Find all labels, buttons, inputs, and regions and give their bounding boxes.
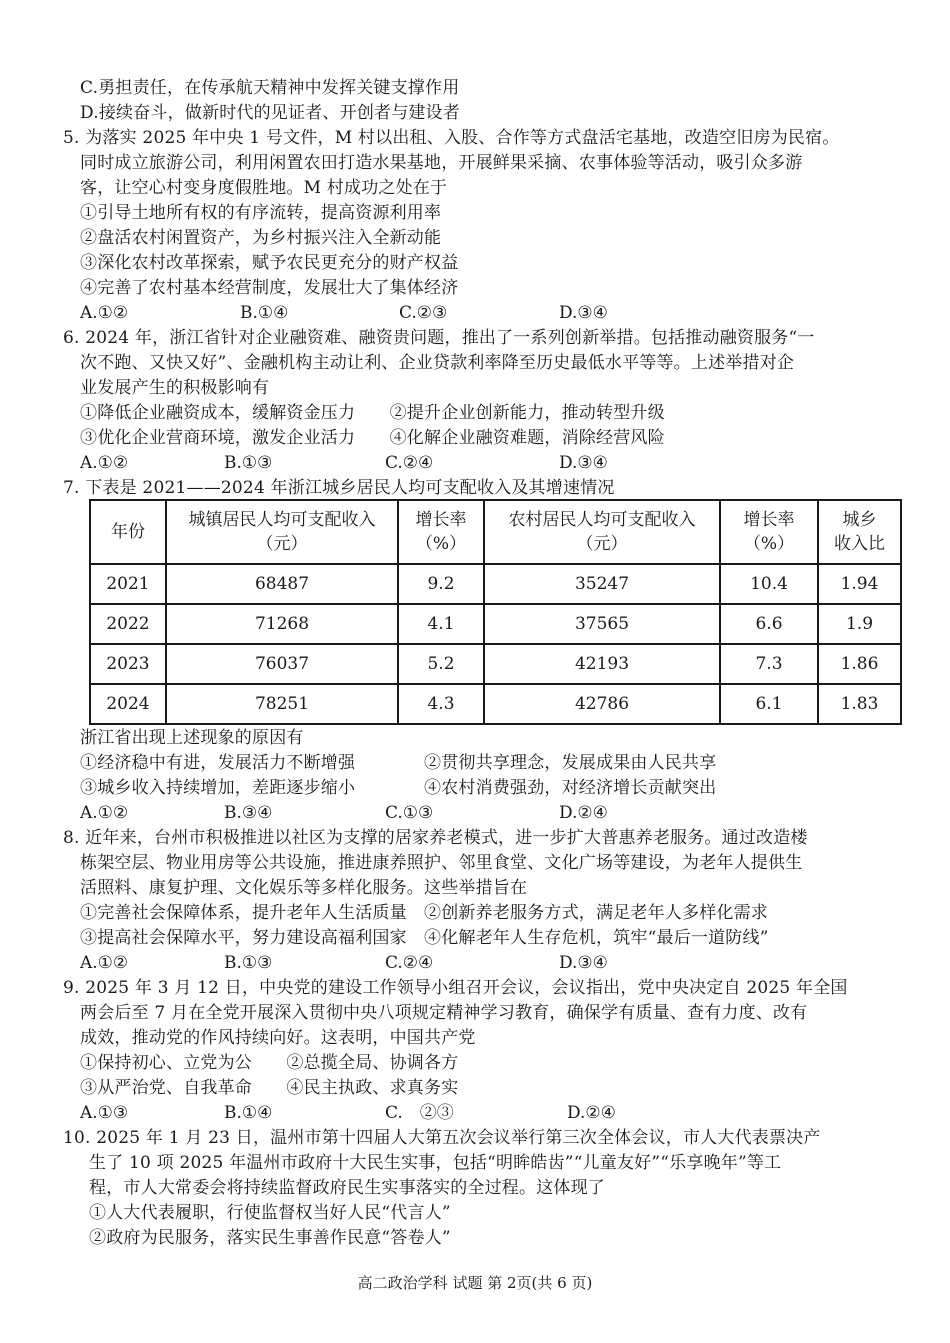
- q6-option-d: D.③④: [559, 453, 608, 473]
- q7-stem-line: 浙江省出现上述现象的原因有: [80, 728, 304, 748]
- q5-stem-line: 同时成立旅游公司，利用闲置农田打造水果基地，开展鲜果采摘、农事体验等活动，吸引众多游: [80, 153, 803, 173]
- q9-statement: ①保持初心、立党为公 ②总揽全局、协调各方: [80, 1053, 459, 1073]
- cell-year: 2024: [90, 684, 166, 724]
- q6-statement: ①降低企业融资成本，缓解资金压力 ②提升企业创新能力，推动转型升级: [80, 403, 665, 423]
- cell-income-ratio: 1.94: [818, 564, 901, 604]
- header-rural-growth: 增长率 （%）: [720, 500, 818, 564]
- header-urban-growth: 增长率 （%）: [398, 500, 484, 564]
- table-header-row: [90, 500, 901, 564]
- q10-statement: ②政府为民服务，落实民生事善作民意“答卷人”: [89, 1228, 451, 1248]
- q5-statement: ④完善了农村基本经营制度，发展壮大了集体经济: [80, 278, 459, 298]
- q5-statement: ②盘活农村闲置资产，为乡村振兴注入全新动能: [80, 228, 442, 248]
- q9-stem-line: 9. 2025 年 3 月 12 日，中央党的建设工作领导小组召开会议，会议指出，党中央决定自 2025 年全国: [63, 978, 848, 998]
- q7-option-d: D.②④: [559, 803, 608, 823]
- q5-option-a: A.①②: [80, 303, 129, 323]
- q8-stem-line: 栋架空层、物业用房等公共设施，推进康养照护、邻里食堂、文化广场等建设，为老年人提供生: [80, 853, 803, 873]
- cell-rural-income: 42193: [484, 644, 720, 684]
- cell-rural-income: 42786: [484, 684, 720, 724]
- q4-option-d: D.接续奋斗，做新时代的见证者、开创者与建设者: [80, 103, 461, 123]
- q7-intro: 7. 下表是 2021——2024 年浙江城乡居民人均可支配收入及其增速情况: [63, 478, 615, 498]
- q8-stem-line: 8. 近年来，台州市积极推进以社区为支撑的居家养老模式，进一步扩大普惠养老服务。通过改造楼: [63, 828, 808, 848]
- q9-option-a: A.①③: [80, 1103, 129, 1123]
- cell-urban-growth: 4.3: [398, 684, 484, 724]
- q5-statement: ③深化农村改革探索，赋予农民更充分的财产权益: [80, 253, 459, 273]
- q4-option-c: C.勇担责任，在传承航天精神中发挥关键支撑作用: [80, 78, 460, 98]
- q8-option-d: D.③④: [559, 953, 608, 973]
- q7-option-c: C.①③: [385, 803, 434, 823]
- q9-stem-line: 成效，推动党的作风持续向好。这表明，中国共产党: [80, 1028, 476, 1048]
- q6-stem-line: 业发展产生的积极影响有: [80, 378, 270, 398]
- cell-income-ratio: 1.83: [818, 684, 901, 724]
- cell-urban-income: 71268: [166, 604, 398, 644]
- cell-year: 2023: [90, 644, 166, 684]
- cell-rural-growth: 6.6: [720, 604, 818, 644]
- header-income-ratio: 城乡 收入比: [818, 500, 901, 564]
- q10-statement: ①人大代表履职，行使监督权当好人民“代言人”: [89, 1203, 451, 1223]
- q7-option-a: A.①②: [80, 803, 129, 823]
- table-row: [90, 564, 901, 604]
- q6-option-b: B.①③: [224, 453, 273, 473]
- q8-option-a: A.①②: [80, 953, 129, 973]
- q5-stem-line: 5. 为落实 2025 年中央 1 号文件，M 村以出租、入股、合作等方式盘活宅基地，改造空旧房为民宿。: [63, 128, 840, 148]
- q8-stem-line: 活照料、康复护理、文化娱乐等多样化服务。这些举措旨在: [80, 878, 528, 898]
- table-row: [90, 684, 901, 724]
- q9-stem-line: 两会后至 7 月在全党开展深入贯彻中央八项规定精神学习教育，确保学有质量、查有力度、改有: [80, 1003, 808, 1023]
- q5-stem-line: 客，让空心村变身度假胜地。M 村成功之处在于: [80, 178, 448, 198]
- cell-rural-growth: 7.3: [720, 644, 818, 684]
- q6-stem-line: 6. 2024 年，浙江省针对企业融资难、融资贵问题，推出了一系列创新举措。包括推动融资服务“一: [63, 328, 815, 348]
- page-footer: 高二政治学科 试题 第 2页(共 6 页): [357, 1274, 593, 1292]
- income-table: [89, 499, 902, 725]
- cell-year: 2021: [90, 564, 166, 604]
- cell-rural-income: 35247: [484, 564, 720, 604]
- cell-rural-income: 37565: [484, 604, 720, 644]
- q9-option-b: B.①④: [224, 1103, 273, 1123]
- cell-urban-income: 68487: [166, 564, 398, 604]
- q8-option-b: B.①③: [224, 953, 273, 973]
- cell-rural-growth: 10.4: [720, 564, 818, 604]
- cell-income-ratio: 1.9: [818, 604, 901, 644]
- cell-rural-growth: 6.1: [720, 684, 818, 724]
- q10-stem-line: 生了 10 项 2025 年温州市政府十大民生实事，包括“明眸皓齿”“儿童友好”“乐享晚年”等工: [89, 1153, 782, 1173]
- cell-urban-growth: 5.2: [398, 644, 484, 684]
- q6-statement: ③优化企业营商环境，激发企业活力 ④化解企业融资难题，消除经营风险: [80, 428, 665, 448]
- cell-year: 2022: [90, 604, 166, 644]
- q9-statement: ③从严治党、自我革命 ④民主执政、求真务实: [80, 1078, 459, 1098]
- q8-option-c: C.②④: [385, 953, 434, 973]
- header-rural-income: 农村居民人均可支配收入 （元）: [484, 500, 720, 564]
- q6-option-a: A.①②: [80, 453, 129, 473]
- q7-option-b: B.③④: [224, 803, 273, 823]
- q5-option-c: C.②③: [399, 303, 448, 323]
- cell-urban-income: 78251: [166, 684, 398, 724]
- cell-urban-growth: 9.2: [398, 564, 484, 604]
- q5-statement: ①引导土地所有权的有序流转，提高资源利用率: [80, 203, 442, 223]
- q9-option-d: D.②④: [567, 1103, 616, 1123]
- cell-urban-income: 76037: [166, 644, 398, 684]
- header-year: 年份: [90, 500, 166, 564]
- cell-income-ratio: 1.86: [818, 644, 901, 684]
- table-row: [90, 644, 901, 684]
- q10-stem-line: 程，市人大常委会将持续监督政府民生实事落实的全过程。这体现了: [89, 1178, 605, 1198]
- q8-statement: ①完善社会保障体系，提升老年人生活质量 ②创新养老服务方式，满足老年人多样化需求: [80, 903, 768, 923]
- q10-stem-line: 10. 2025 年 1 月 23 日，温州市第十四届人大第五次会议举行第三次全体会议，市人大代表票决产: [63, 1128, 821, 1148]
- q5-option-d: D.③④: [559, 303, 608, 323]
- table-row: [90, 604, 901, 644]
- header-urban-income: 城镇居民人均可支配收入 （元）: [166, 500, 398, 564]
- q5-option-b: B.①④: [240, 303, 289, 323]
- q8-statement: ③提高社会保障水平，努力建设高福利国家 ④化解老年人生存危机，筑牢“最后一道防线”: [80, 928, 769, 948]
- q7-statement: ①经济稳中有进，发展活力不断增强 ②贯彻共享理念，发展成果由人民共享: [80, 753, 717, 773]
- q6-option-c: C.②④: [385, 453, 434, 473]
- q6-stem-line: 次不跑、又快又好”、金融机构主动让利、企业贷款利率降至历史最低水平等等。上述举措对企: [80, 353, 795, 373]
- q9-option-c: C. ②③: [385, 1103, 454, 1123]
- cell-urban-growth: 4.1: [398, 604, 484, 644]
- q7-statement: ③城乡收入持续增加，差距逐步缩小 ④农村消费强劲，对经济增长贡献突出: [80, 778, 717, 798]
